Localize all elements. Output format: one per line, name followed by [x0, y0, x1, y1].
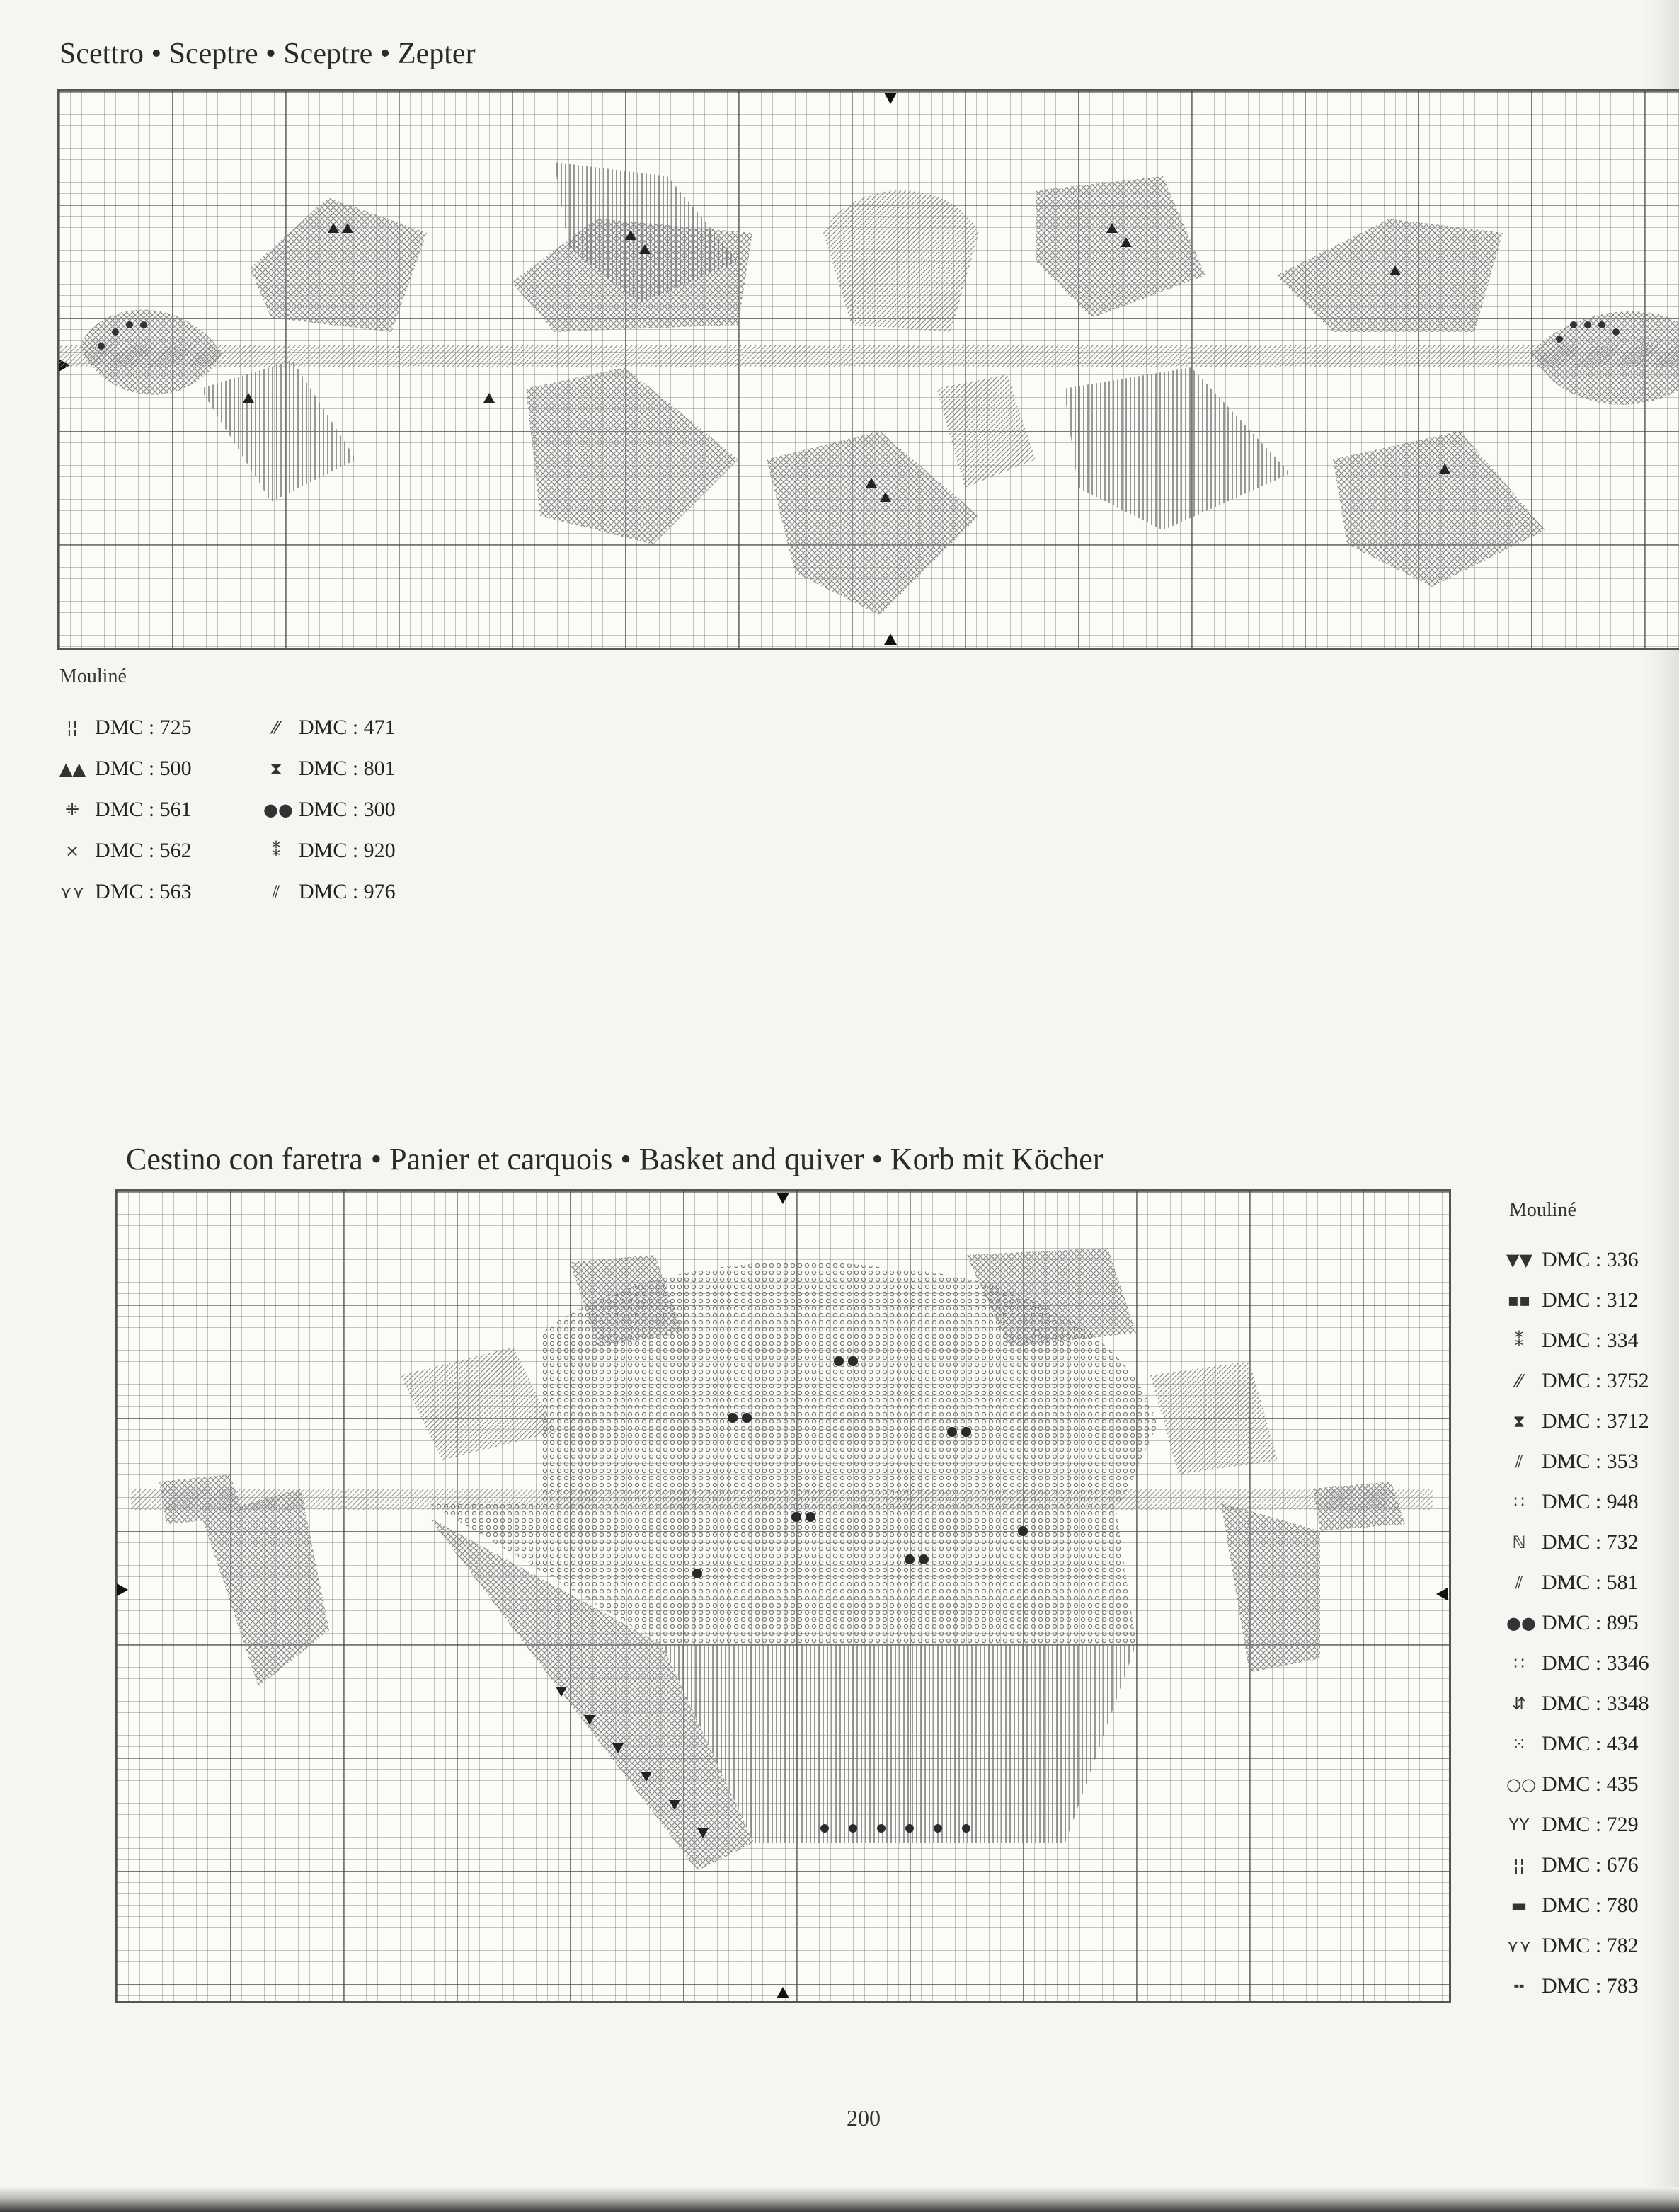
pattern-grid-scettro [57, 89, 1679, 650]
stitch-symbol-icon: ╍ [1513, 1976, 1525, 1996]
key-item [1506, 1772, 1639, 1797]
thread-label-cestino: Mouliné [1509, 1199, 1576, 1221]
key-label: DMC : 300 [299, 798, 396, 821]
key-item [1506, 1368, 1649, 1394]
key-item [1506, 1328, 1639, 1353]
key-label: DMC : 500 [95, 757, 192, 780]
key-label: DMC : 3712 [1542, 1409, 1649, 1433]
page-number: 200 [847, 2105, 881, 2131]
key-item [1506, 1731, 1639, 1757]
key-item [1506, 1247, 1639, 1273]
stitch-symbol-icon: ⧗ [1513, 1411, 1525, 1431]
stitch-symbol-icon: ⫽ [1515, 1573, 1523, 1593]
key-label: DMC : 562 [95, 839, 192, 862]
key-label: DMC : 676 [1542, 1853, 1639, 1876]
key-label: DMC : 435 [1542, 1772, 1639, 1796]
stitch-symbol-icon: ⫽ [1515, 1452, 1523, 1472]
stitch-symbol-icon: ⁄⁄ [273, 718, 279, 738]
key-label: DMC : 336 [1542, 1248, 1639, 1271]
key-item [1506, 1812, 1639, 1838]
stitch-symbol-icon: ⁄⁄ [1515, 1371, 1522, 1391]
key-item [263, 756, 396, 781]
key-label: DMC : 561 [95, 798, 192, 821]
stitch-symbol-icon: ⁜ [64, 800, 80, 820]
chart-title-cestino: Cestino con faretra • Panier et carquois • Basket and quiver • Korb mit Köcher [126, 1142, 1104, 1176]
key-label: DMC : 312 [1542, 1288, 1639, 1312]
key-item [1506, 1973, 1639, 1999]
stitch-symbol-icon: ∷ [1513, 1492, 1525, 1512]
chart-title-scettro: Scettro • Sceptre • Sceptre • Zepter [59, 38, 476, 70]
key-item [1506, 1852, 1639, 1878]
stitch-symbol-icon: ▼▼ [1506, 1250, 1532, 1270]
key-label: DMC : 725 [95, 716, 192, 739]
key-label: DMC : 3348 [1542, 1692, 1649, 1715]
key-item [263, 715, 396, 740]
thread-label-scettro: Mouliné [59, 665, 127, 687]
pattern-grid-cestino [115, 1189, 1451, 2003]
stitch-symbol-icon: ∷ [1513, 1654, 1525, 1673]
key-item [1506, 1691, 1649, 1717]
key-item [1506, 1651, 1649, 1676]
key-label: DMC : 334 [1542, 1329, 1639, 1352]
key-label: DMC : 434 [1542, 1732, 1639, 1755]
key-item [263, 797, 396, 823]
key-label: DMC : 471 [299, 716, 396, 739]
stitch-symbol-icon: ⧗ [270, 759, 282, 779]
scan-bottom-edge [0, 2187, 1679, 2212]
stitch-symbol-icon: ΥΥ [1508, 1815, 1530, 1835]
key-label: DMC : 780 [1542, 1893, 1639, 1917]
key-item [1506, 1409, 1649, 1434]
key-item [1506, 1610, 1639, 1636]
stitch-symbol-icon: ⫽ [272, 882, 280, 902]
key-label: DMC : 976 [299, 880, 396, 903]
stitch-symbol-icon: ⁑ [272, 841, 280, 861]
key-item [1506, 1933, 1639, 1959]
stitch-symbol-icon: ¦¦ [66, 718, 79, 738]
key-item [263, 879, 396, 905]
key-item [59, 756, 192, 781]
stitch-symbol-icon: ⋎⋎ [1506, 1936, 1532, 1956]
stitch-symbol-icon: ℕ [1512, 1532, 1526, 1552]
stitch-symbol-icon: ●● [1506, 1613, 1536, 1633]
key-item [1506, 1570, 1639, 1595]
stitch-symbol-icon: ⁑ [1515, 1331, 1523, 1351]
key-label: DMC : 783 [1542, 1974, 1639, 1998]
key-label: DMC : 801 [299, 757, 396, 780]
stitch-symbol-icon: ▲▲ [59, 759, 86, 779]
key-item [1506, 1893, 1639, 1918]
key-label: DMC : 729 [1542, 1813, 1639, 1836]
stitch-symbol-icon: ▬ [1511, 1896, 1528, 1915]
key-item [59, 879, 192, 905]
key-item [1506, 1489, 1639, 1515]
key-item [263, 838, 396, 864]
stitch-symbol-icon: ○○ [1506, 1775, 1536, 1794]
stitch-symbol-icon: ●● [263, 800, 293, 820]
stitch-symbol-icon: ¦¦ [1513, 1855, 1525, 1875]
key-label: DMC : 563 [95, 880, 192, 903]
key-label: DMC : 948 [1542, 1490, 1639, 1513]
key-item [59, 797, 192, 823]
stitch-symbol-icon: ⁙ [1511, 1734, 1527, 1754]
key-label: DMC : 353 [1542, 1450, 1639, 1473]
key-label: DMC : 895 [1542, 1611, 1639, 1634]
key-label: DMC : 920 [299, 839, 396, 862]
key-label: DMC : 782 [1542, 1934, 1639, 1957]
basket-quiver-motif [117, 1191, 1449, 2001]
key-label: DMC : 581 [1542, 1571, 1639, 1594]
stitch-symbol-icon: ⇵ [1511, 1694, 1527, 1714]
key-label: DMC : 3346 [1542, 1651, 1649, 1675]
sceptre-motif [59, 91, 1679, 648]
key-label: DMC : 732 [1542, 1530, 1639, 1554]
key-label: DMC : 3752 [1542, 1369, 1649, 1392]
stitch-symbol-icon: ▪▪ [1507, 1290, 1531, 1310]
key-item [59, 715, 192, 740]
key-item [1506, 1530, 1639, 1555]
stitch-symbol-icon: ⋎⋎ [59, 882, 85, 902]
stitch-symbol-icon: ⨯ [64, 841, 80, 861]
key-item [1506, 1449, 1639, 1474]
key-item [1506, 1288, 1639, 1313]
key-item [59, 838, 192, 864]
